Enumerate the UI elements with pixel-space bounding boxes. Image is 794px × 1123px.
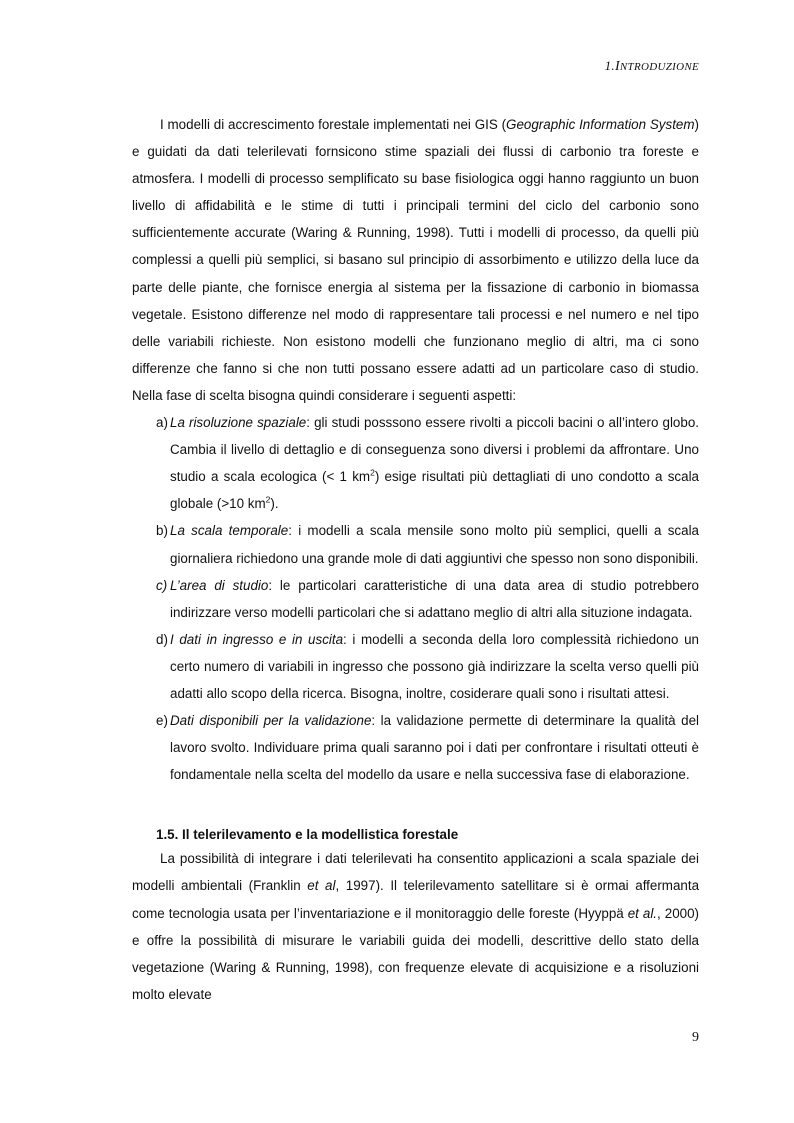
list-item-e — [132, 707, 699, 788]
list-term: I dati in ingresso e in uscita — [170, 631, 344, 647]
running-head-prefix: 1. — [604, 58, 615, 73]
list-term: Dati disponibili per la validazione — [170, 713, 372, 729]
list-marker: b) — [156, 523, 168, 539]
list-text: : i modelli a scala mensile sono molto più semplici, quelli a scala giornaliera richiedono una grande mole di dati aggiuntivi che spesso non sono disponibili. — [170, 523, 699, 566]
section-paragraph — [132, 845, 699, 1008]
list-text: : le particolari caratteristiche di una data area di studio potrebbero indirizzare verso modelli particolari che si adattano meglio di altri alla situzione indagata. — [170, 577, 699, 620]
running-head-rest: NTRODUZIONE — [619, 61, 699, 73]
intro-text-a: I modelli di accrescimento forestale implementati nei GIS ( — [160, 117, 507, 132]
list-marker: c) — [156, 577, 168, 593]
list-marker: e) — [156, 713, 168, 729]
aspects-list — [132, 409, 699, 788]
superscript: 2 — [370, 467, 375, 478]
body-text — [132, 111, 699, 1008]
list-item-a — [132, 409, 699, 517]
list-text: : i modelli a seconda della loro complessità richiedono un certo numero di variabili in ingresso che possono già indirizzare la scelta verso quelli più adatti allo scopo della ricerca. Bisogna, inoltre, cosiderare quali sono i risultati attesi. — [170, 631, 699, 701]
citation-etal: et al. — [627, 905, 658, 921]
section-text-a: La possibilità di integrare i dati telerilevati ha consentito applicazioni a scala spaziale dei modelli ambientali (Franklin — [132, 851, 699, 894]
gis-expansion: Geographic Information System — [506, 117, 695, 132]
page-number: 9 — [692, 1030, 699, 1045]
list-marker: a) — [156, 415, 168, 431]
intro-paragraph — [132, 111, 699, 409]
section-text-c: , 2000) e offre la possibilità di misurare le variabili guida dei modelli, descrittive dello stato della vegetazione (Waring & Running, 1998), con frequenze elevate di acquisizione e a risoluzioni molto elevate — [132, 905, 699, 1002]
list-text: ). — [270, 496, 279, 512]
list-marker: d) — [156, 631, 168, 647]
list-item-c — [132, 572, 699, 626]
list-item-b — [132, 517, 699, 571]
section-text-b: , 1997). Il telerilevamento satellitare si è ormai affermanta come tecnologia usata per l’inventariazione e il monitoraggio delle foreste (Hyyppä — [132, 878, 700, 921]
list-text: : gli studi posssono essere rivolti a piccoli bacini o all’intero globo. Cambia il livello di dettaglio e di conseguenza sono diversi i problemi da affrontare. Uno studio a scala ecologica (< 1 km — [170, 415, 699, 485]
list-text: : la validazione permette di determinare la qualità del lavoro svolto. Individuare prima quali saranno poi i dati per confrontare i risultati otteuti è fondamentale nella scelta del modello da usare e nella successiva fase di elaborazione. — [170, 713, 699, 783]
list-text: ) esige risultati più dettagliati di uno condotto a scala globale (>10 km — [170, 469, 699, 512]
list-item-d — [132, 626, 699, 707]
list-term: La scala temporale — [170, 523, 289, 539]
superscript: 2 — [265, 494, 271, 505]
list-term: L’area di studio — [170, 577, 269, 593]
citation-etal: et al — [307, 878, 336, 894]
running-head-initial: I — [614, 59, 620, 74]
running-head — [605, 58, 699, 75]
intro-text-b: ) e guidati da dati telerilevati fornsicono stime spaziali dei flussi di carbonio tra foreste e atmosfera. I modelli di processo semplificato su base fisiologica oggi hanno raggiunto un buon livello di affidabilità e le stime di tutti i principali termini del ciclo del carbonio sono sufficientemente accurate (Waring & Running, 1998). Tutti i modelli di processo, da quelli più complessi a quelli più semplici, si basano sul principio di assorbimento e utilizzo della luce da parte delle piante, che fornisce energia al sistema per la fissazione di carbonio in biomassa vegetale. Esistono differenze nel modo di rappresentare tali processi e nel numero e nel tipo delle variabili richieste. Non esistono modelli che funzionano meglio di altri, ma ci sono differenze che fanno si che non tutti possano essere adatti ad un particolare caso di studio. Nella fase di scelta bisogna quindi considerare i seguenti aspetti: — [132, 117, 699, 403]
section-heading: 1.5. Il telerilevamento e la modellistica forestale — [156, 827, 459, 843]
list-term: La risoluzione spaziale — [170, 415, 307, 431]
